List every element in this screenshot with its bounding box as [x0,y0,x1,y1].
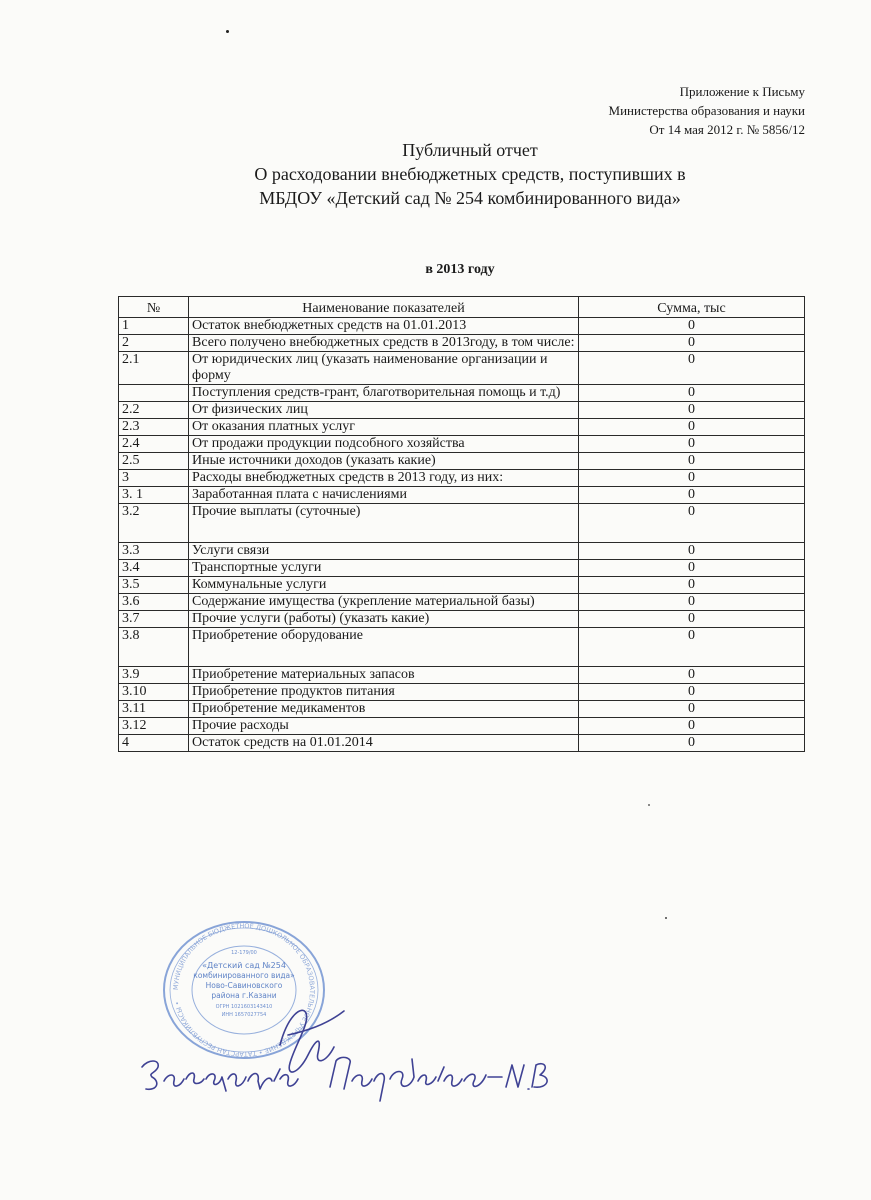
title-line: Публичный отчет [402,140,538,160]
row-sum-value: 0 [579,318,805,335]
row-number: 3.11 [119,701,189,718]
row-indicator-name: От физических лиц [189,402,579,419]
row-indicator-name: Приобретение материальных запасов [189,667,579,684]
row-sum-value: 0 [579,419,805,436]
row-number: 3.3 [119,543,189,560]
annex-line: Министерства образования и науки [608,103,805,118]
table-row [119,667,805,684]
row-indicator-name: От юридических лиц (указать наименование организации и форму [189,352,579,385]
row-sum-value: 0 [579,718,805,735]
row-sum-value: 0 [579,577,805,594]
row-number: 4 [119,735,189,752]
seal-center-line: района г.Казани [211,991,277,1000]
table-row [119,735,805,752]
row-indicator-name: Приобретение продуктов питания [189,684,579,701]
report-period: в 2013 году [425,262,495,277]
table-header-row [119,297,805,318]
table-row [119,628,805,667]
row-sum-value: 0 [579,385,805,402]
table-row [119,470,805,487]
annex-line: От 14 мая 2012 г. № 5856/12 [649,122,805,137]
row-number: 3.2 [119,504,189,543]
row-number [119,385,189,402]
row-indicator-name: Поступления средств-грант, благотворительная помощь и т.д) [189,385,579,402]
row-sum-value: 0 [579,735,805,752]
table-row [119,335,805,352]
annex-header [609,82,805,139]
ink-dot [665,917,667,919]
row-number: 3.6 [119,594,189,611]
report-title [180,138,760,210]
row-indicator-name: Расходы внебюджетных средств в 2013 году, из них: [189,470,579,487]
row-number: 1 [119,318,189,335]
row-number: 3. 1 [119,487,189,504]
table-row [119,385,805,402]
column-header-number: № [119,297,189,318]
table-row [119,419,805,436]
annex-line: Приложение к Письму [679,84,805,99]
table-row [119,352,805,385]
row-sum-value: 0 [579,487,805,504]
title-line: МБДОУ «Детский сад № 254 комбинированного вида» [259,188,681,208]
seal-top-code: 12-179/00 [231,950,257,956]
table-row [119,436,805,453]
ink-dot [648,804,650,806]
row-sum-value: 0 [579,436,805,453]
row-number: 2 [119,335,189,352]
row-indicator-name: Транспортные услуги [189,560,579,577]
row-number: 3.10 [119,684,189,701]
row-number: 2.3 [119,419,189,436]
table-row [119,577,805,594]
row-number: 2.4 [119,436,189,453]
row-number: 3.12 [119,718,189,735]
row-sum-value: 0 [579,453,805,470]
row-indicator-name: Услуги связи [189,543,579,560]
row-sum-value: 0 [579,667,805,684]
column-header-sum: Сумма, тыс [579,297,805,318]
table-row [119,684,805,701]
table-row [119,453,805,470]
row-indicator-name: Остаток внебюджетных средств на 01.01.2013 [189,318,579,335]
row-number: 2.2 [119,402,189,419]
row-indicator-name: Прочие услуги (работы) (указать какие) [189,611,579,628]
row-indicator-name: Прочие расходы [189,718,579,735]
row-sum-value: 0 [579,352,805,385]
seal-ogrn: ОГРН 1021603143410 [215,1004,273,1010]
table-row [119,718,805,735]
row-sum-value: 0 [579,335,805,352]
seal-inn: ИНН 1657027754 [221,1012,267,1018]
row-indicator-name: Заработанная плата с начислениями [189,487,579,504]
signature-text: Заведующий Перфилова И.В [130,1113,143,1114]
row-indicator-name: Содержание имущества (укрепление материальной базы) [189,594,579,611]
handwritten-signature [130,1005,550,1115]
table-row [119,487,805,504]
row-number: 3.7 [119,611,189,628]
table-row [119,402,805,419]
row-indicator-name: Иные источники доходов (указать какие) [189,453,579,470]
row-number: 3.4 [119,560,189,577]
ink-dot [226,30,229,33]
row-sum-value: 0 [579,543,805,560]
row-sum-value: 0 [579,560,805,577]
table-row [119,611,805,628]
row-sum-value: 0 [579,402,805,419]
row-number: 2.5 [119,453,189,470]
row-number: 3.5 [119,577,189,594]
seal-center-line: «Детский сад №254 [202,961,286,970]
seal-center-line: комбинированного вида» [193,971,295,980]
row-indicator-name: Остаток средств на 01.01.2014 [189,735,579,752]
table-row [119,543,805,560]
svg-text:МУНИЦИПАЛЬНОЕ БЮДЖЕТНОЕ ДОШКОЛ: МУНИЦИПАЛЬНОЕ БЮДЖЕТНОЕ ДОШКОЛЬНОЕ ОБРАЗОВАТЕЛЬНОЕ УЧРЕЖДЕНИЕ • ТАТАРСТАН РЕСПУБЛИКАСЫ • [171,921,317,1059]
table-row [119,318,805,335]
table-row [119,504,805,543]
row-number: 3 [119,470,189,487]
row-indicator-name: От оказания платных услуг [189,419,579,436]
report-table [118,296,805,752]
row-indicator-name: Приобретение медикаментов [189,701,579,718]
row-sum-value: 0 [579,701,805,718]
row-number: 3.8 [119,628,189,667]
title-line: О расходовании внебюджетных средств, поступивших в [254,164,686,184]
row-number: 3.9 [119,667,189,684]
row-sum-value: 0 [579,594,805,611]
row-sum-value: 0 [579,684,805,701]
row-sum-value: 0 [579,470,805,487]
table-row [119,701,805,718]
table-row [119,560,805,577]
row-indicator-name: Прочие выплаты (суточные) [189,504,579,543]
row-indicator-name: Коммунальные услуги [189,577,579,594]
row-sum-value: 0 [579,504,805,543]
row-number: 2.1 [119,352,189,385]
row-sum-value: 0 [579,628,805,667]
row-indicator-name: Приобретение оборудование [189,628,579,667]
table-row [119,594,805,611]
column-header-name: Наименование показателей [189,297,579,318]
row-indicator-name: От продажи продукции подсобного хозяйства [189,436,579,453]
row-sum-value: 0 [579,611,805,628]
row-indicator-name: Всего получено внебюджетных средств в 2013году, в том числе: [189,335,579,352]
seal-center-line: Ново-Савиновского [205,981,283,990]
